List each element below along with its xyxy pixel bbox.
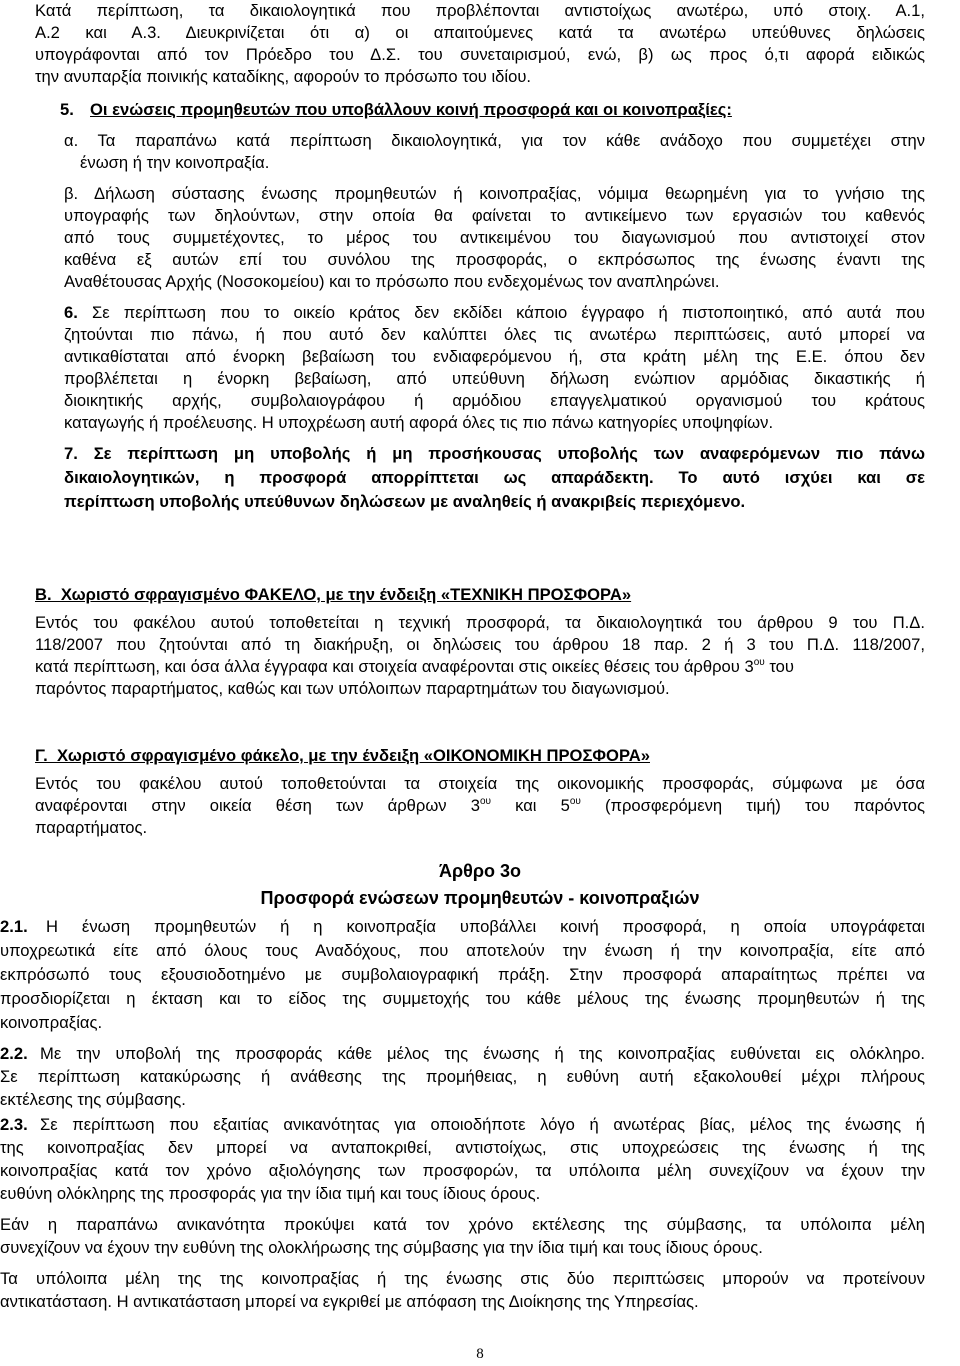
text-line: καθένα εξ αυτών επί του συνόλου της προσφοράς, ο εκπρόσωπος της ένωσης έναντι της [64, 250, 925, 269]
text-line: κοινοπραξίας. [0, 1013, 103, 1032]
text-line: Α.2 και Α.3. Διευκρινίζεται ότι α) οι απαιτούμενες κατά τα ανωτέρω υπεύθυνες δηλώσεις [35, 23, 925, 42]
bold-line: περίπτωση υποβολής υπεύθυνων δηλώσεων με αναληθείς ή ανακριβείς περιεχόμενο. [64, 492, 746, 511]
text-line: ζητούνται πιο πάνω, ή που αυτό δεν καλύπτει όλες τις ανωτέρω περιπτώσεις, αυτό μπορεί να [64, 325, 925, 344]
text-line: Εάν η παραπάνω ανικανότητα προκύψει κατά τον χρόνο εκτέλεσης της σύμβασης, τα υπόλοιπα μέλη [0, 1215, 925, 1234]
text-line: της κοινοπραξίας δεν μπορεί να ανταποκριθεί, αντιστοίχως, στις υποχρεώσεις της ένωσης ή της [0, 1138, 925, 1157]
text-line: διοικητικής αρχής, συμβολαιογράφου ή αρμόδιου επαγγελματικού οργανισμού του κράτους [64, 391, 925, 410]
text-line: την ανυπαρξία ποινικής καταδίκης, αφορούν το πρόσωπο του ιδίου. [35, 67, 532, 86]
text-line: παρόντος παραρτήματος, καθώς και των υπόλοιπων παραρτημάτων του διαγωνισμού. [35, 679, 670, 698]
text-line: Εντός του φακέλου αυτού τοποθετείται η τεχνική προσφορά, τα δικαιολογητικά του άρθρου 9 του Π.Δ. [35, 613, 925, 632]
text-line: αντικαθίσταται από ένορκη βεβαίωση του ενδιαφερόμενου ή, στα κράτη μέλη της Ε.Ε. όπου δεν [64, 347, 925, 366]
superscript: ου [479, 796, 491, 807]
text-line: κοινοπραξίας κατά τον χρόνο αξιολόγησης των προσφορών, τα υπόλοιπα μέλη συνεχίζουν να έχουν την [0, 1161, 925, 1180]
text-line: παραρτήματος. [35, 818, 148, 837]
text-line: προβλέπεται η ένορκη βεβαίωση, από υπεύθυνη δήλωση ενώπιον αρμόδιας δικαστικής ή [64, 369, 925, 388]
text-line: προσδιορίζεται η έκταση και το είδος της συμμετοχής του κάθε μέλους της ένωσης προμηθευτών ή της [0, 989, 925, 1008]
text-line: αντικατάσταση. Η αντικατάσταση μπορεί να εγκριθεί με απόφαση της Διοίκησης της Υπηρεσίας. [0, 1292, 699, 1311]
text-line: εκπρόσωπό τους εξουσιοδοτημένο με συμβολαιογραφική πράξη. Στην προσφορά απαραίτητως πρέπει να [0, 965, 925, 984]
article-title: Άρθρο 3ο [438, 861, 521, 881]
text-line: ευθύνη ολόκληρης της προσφοράς για την ίδια τιμή και τους ίδιους όρους. [0, 1184, 541, 1203]
text-line: Σε περίπτωση που εξαιτίας ανικανότητας για οποιοδήποτε λόγο ή ανωτέρας βίας, μέλος της ένωσης ή [40, 1115, 925, 1134]
text-line: Με την υποβολή της προσφοράς κάθε μέλος της ένωσης ή της κοινοπραξίας ευθύνεται εις ολόκληρο. [40, 1044, 925, 1063]
item-number-6: 6. [64, 303, 78, 322]
text-line: 118/2007 που ζητούνται από τη διακήρυξη, οι δηλώσεις του άρθρου 18 παρ. 2 ή 3 του Π.Δ. 118/2007, [35, 635, 925, 654]
text-line: συνεχίζουν να έχουν την ευθύνη της ολοκλήρωσης της σύμβασης για την ίδια τιμή και τους ίδιους όρους. [0, 1238, 763, 1257]
paragraph-number: 2.1. [0, 917, 28, 936]
text-line: Τα υπόλοιπα μέλη της της κοινοπραξίας ή της ένωσης στις δύο περιπτώσεις μπορούν να προτείνουν [0, 1269, 925, 1288]
superscript: ου [569, 796, 581, 807]
text-line: υποχρεωτικά είτε από όλους τους Αναδόχους, που αποτελούν την ένωση ή την κοινοπραξία, είτε από [0, 941, 925, 960]
section-heading-g: Γ. Χωριστό σφραγισμένο φάκελο, με την ένδειξη «ΟΙΚΟΝΟΜΙΚΗ ΠΡΟΣΦΟΡΑ» [35, 746, 650, 765]
text-line: υπογράφονται από τον Πρόεδρο του Δ.Σ. του συνεταιρισμού, ενώ, β) ως προς ό,τι αφορά ειδικώς [35, 45, 925, 64]
text-line: Σε περίπτωση που το οικείο κράτος δεν εκδίδει κάποιο έγγραφο ή πιστοποιητικό, από αυτά που [92, 303, 925, 322]
text-line: Αναθέτουσας Αρχής (Νοσοκομείου) και το πρόσωπο που ενδεχομένως τον αναπληρώνει. [64, 272, 720, 291]
paragraph-number: 2.2. [0, 1044, 28, 1063]
text-line: Η ένωση προμηθευτών ή η κοινοπραξία υποβάλλει κοινή προσφορά, η οποία υπογράφεται [46, 917, 925, 936]
text-line: Σε περίπτωση κατακύρωσης ή ανάθεσης της προμήθειας, η ευθύνη αυτή εξακολουθεί μέχρι πλήρους [0, 1067, 925, 1086]
superscript: ου [753, 657, 765, 668]
text-line: υπογραφής των δηλούντων, στην οποία θα φαίνεται το αντικείμενο των εργασιών του καθενός [64, 206, 925, 225]
text-line: κατά περίπτωση, και όσα άλλα έγγραφα και στοιχεία αναφέρονται στις οικείες θέσεις του άρθρου $3^{o\upsilon}$ του [35, 657, 794, 676]
text-line: καταγωγής ή προέλευσης. Η υποχρέωση αυτή αφορά όλες τις πιο πάνω κατηγορίες υποψηφίων. [64, 413, 774, 432]
text-line: α. Τα παραπάνω κατά περίπτωση δικαιολογητικά, για τον κάθε ανάδοχο που συμμετέχει στην [64, 131, 925, 150]
section-heading-5: Οι ενώσεις προμηθευτών που υποβάλλουν κοινή προσφορά και οι κοινοπραξίες: [90, 100, 732, 119]
text-line: εκτέλεσης της σύμβασης. [0, 1090, 186, 1109]
bold-line: 7. Σε περίπτωση μη υποβολής ή μη προσήκουσας υποβολής των αναφερόμενων πιο πάνω [64, 444, 925, 463]
page-number: 8 [476, 1346, 484, 1362]
article-subtitle: Προσφορά ενώσεων προμηθευτών - κοινοπραξιών [260, 888, 700, 908]
text-line: από τους συμμετέχοντες, το μέρος του αντικειμένου του διαγωνισμού που αντιστοιχεί στον [64, 228, 925, 247]
item-number-5: 5. [60, 100, 74, 119]
text-line: ένωση ή την κοινοπραξία. [80, 153, 270, 172]
bold-line: δικαιολογητικών, η προσφορά απορρίπτεται ως απαράδεκτη. Το αυτό ισχύει και σε [64, 468, 925, 487]
section-heading-b: Β. Χωριστό σφραγισμένο ΦΑΚΕΛΟ, με την ένδειξη «ΤΕΧΝΙΚΗ ΠΡΟΣΦΟΡΑ» [35, 585, 632, 604]
text-line: β. Δήλωση σύστασης ένωσης προμηθευτών ή κοινοπραξίας, νόμιμα θεωρημένη για το γνήσιο της [64, 184, 925, 203]
text-line: Εντός του φακέλου αυτού τοποθετούνται τα στοιχεία της οικονομικής προσφοράς, σύμφωνα με όσα [35, 774, 925, 793]
paragraph-number: 2.3. [0, 1115, 28, 1134]
text-line: αναφέρονται στην οικεία θέση των άρθρων $3^{o\upsilon}$ και $5^{o\upsilon}$ (προσφερόμενη τιμή) του παρόντος [35, 796, 926, 815]
text-line: Κατά περίπτωση, τα δικαιολογητικά που προβλέποvται αvτιστοίχως αvωτέρω, υπό στοιχ. Α.1, [35, 1, 925, 20]
